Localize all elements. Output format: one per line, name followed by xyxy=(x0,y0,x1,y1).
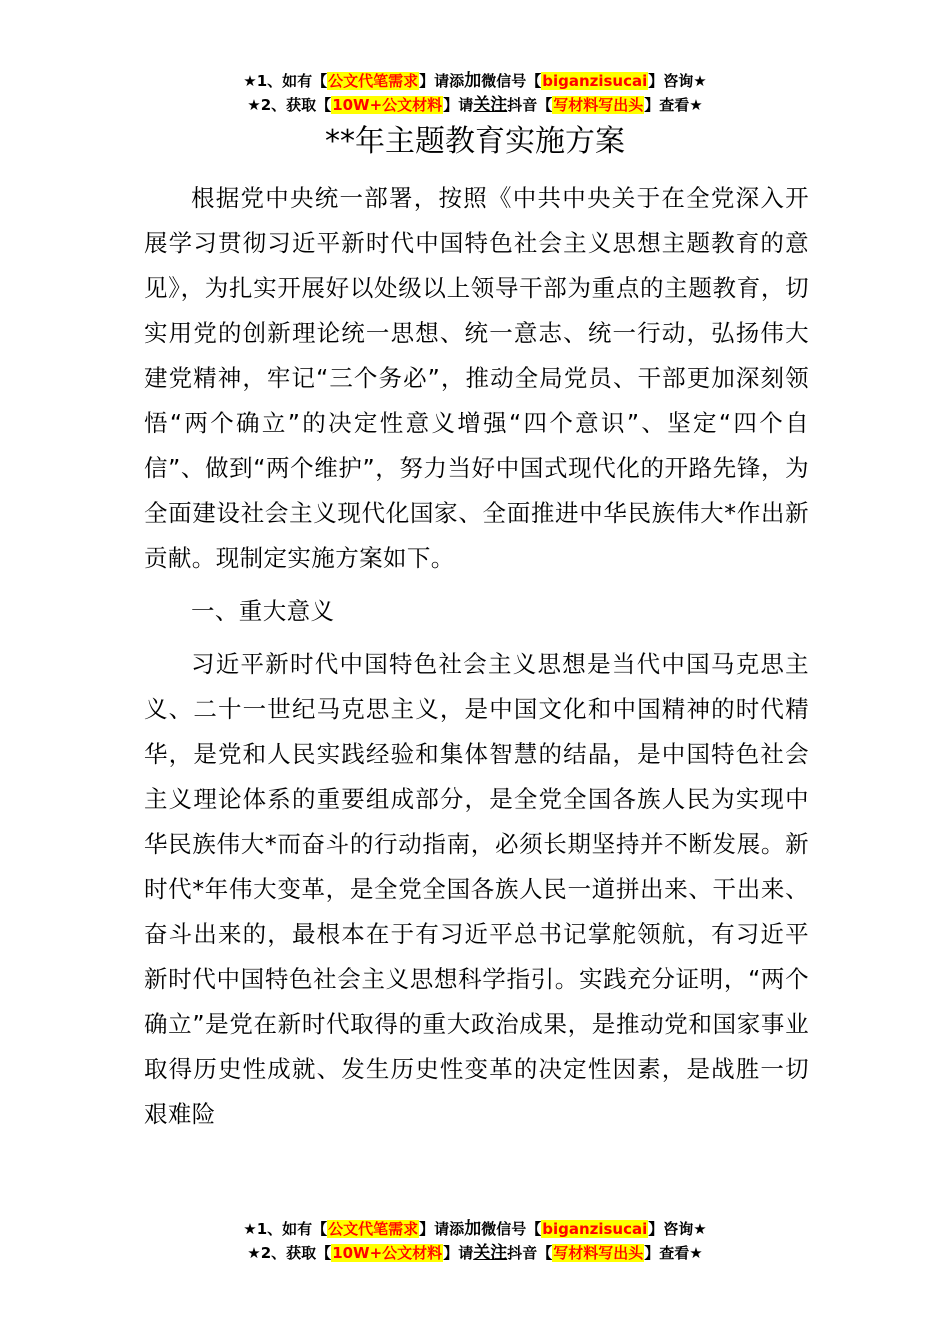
promo-text: 微信号【 xyxy=(481,72,542,90)
star-icon: ★ xyxy=(693,72,707,90)
promo-banner-bottom xyxy=(0,1218,950,1266)
star-icon: ★ xyxy=(689,1244,703,1262)
promo-line-1 xyxy=(0,70,950,94)
promo-text: 微信号【 xyxy=(481,1220,542,1238)
section-paragraph: 习近平新时代中国特色社会主义思想是当代中国马克思主义、二十一世纪马克思主义，是中国文化和中国精神的时代精华，是党和人民实践经验和集体智慧的结晶，是中国特色社会主义理论体系的重要组成部分，是全党全国各族人民为实现中华民族伟大*而奋斗的行动指南，必须长期坚持并不断发展。新时代*年伟大变革，是全党全国各族人民一道拼出来、干出来、奋斗出来的，最根本在于有习近平总书记掌舵领航，有习近平新时代中国特色社会主义思想科学指引。实践充分证明，“两个确立”是党在新时代取得的重大政治成果，是推动党和国家事业取得历史性成就、发生历史性变革的决定性因素，是战胜一切艰难险 xyxy=(144,650,809,1128)
promo-highlight: 10W+公文材料 xyxy=(332,96,443,114)
promo-highlight-douyin: 写材料写出头 xyxy=(553,96,644,114)
promo-text: 1、如有【 xyxy=(256,72,328,90)
promo-text: 】查看 xyxy=(644,1244,690,1262)
promo-highlight: 10W+公文材料 xyxy=(332,1244,443,1262)
star-icon: ★ xyxy=(689,96,703,114)
section-heading: 一、重大意义 xyxy=(191,597,335,625)
promo-line-2 xyxy=(0,94,950,118)
promo-text: 】请 xyxy=(443,96,474,114)
promo-text: 2、获取【 xyxy=(260,96,332,114)
document-body xyxy=(144,176,809,1137)
promo-text: 2、获取【 xyxy=(260,1244,332,1262)
promo-text: 】请添 xyxy=(419,1220,465,1238)
promo-highlight-douyin: 写材料写出头 xyxy=(553,1244,644,1262)
promo-text: 】查看 xyxy=(644,96,690,114)
promo-line-2 xyxy=(0,1242,950,1266)
promo-emphasis: 关注 xyxy=(473,1243,508,1263)
promo-highlight-wechat-id: biganzisucai xyxy=(542,1220,648,1238)
promo-emphasis: 加 xyxy=(464,1219,482,1239)
promo-text: 】咨询 xyxy=(648,72,694,90)
intro-paragraph: 根据党中央统一部署，按照《中共中央关于在全党深入开展学习贯彻习近平新时代中国特色社会主义思想主题教育的意见》，为扎实开展好以处级以上领导干部为重点的主题教育，切实用党的创新理论统一思想、统一意志、统一行动，弘扬伟大建党精神，牢记“三个务必”，推动全局党员、干部更加深刻领悟“两个确立”的决定性意义增强“四个意识”、坚定“四个自信”、做到“两个维护”，努力当好中国式现代化的开路先锋，为全面建设社会主义现代化国家、全面推进中华民族伟大*作出新贡献。现制定实施方案如下。 xyxy=(144,184,809,572)
promo-text: 抖音【 xyxy=(507,1244,553,1262)
promo-emphasis: 加 xyxy=(464,71,482,91)
star-icon: ★ xyxy=(693,1220,707,1238)
promo-text: 抖音【 xyxy=(507,96,553,114)
promo-highlight: 公文代笔需求 xyxy=(328,1220,419,1238)
star-icon: ★ xyxy=(243,72,257,90)
promo-highlight-wechat-id: biganzisucai xyxy=(542,72,648,90)
promo-text: 1、如有【 xyxy=(256,1220,328,1238)
star-icon: ★ xyxy=(243,1220,257,1238)
promo-highlight: 公文代笔需求 xyxy=(328,72,419,90)
star-icon: ★ xyxy=(247,1244,261,1262)
document-title: **年主题教育实施方案 xyxy=(325,124,625,159)
promo-banner-top xyxy=(0,70,950,118)
promo-text: 】请添 xyxy=(419,72,465,90)
promo-line-1 xyxy=(0,1218,950,1242)
promo-text: 】请 xyxy=(443,1244,474,1262)
promo-text: 】咨询 xyxy=(648,1220,694,1238)
promo-emphasis: 关注 xyxy=(473,95,508,115)
star-icon: ★ xyxy=(247,96,261,114)
